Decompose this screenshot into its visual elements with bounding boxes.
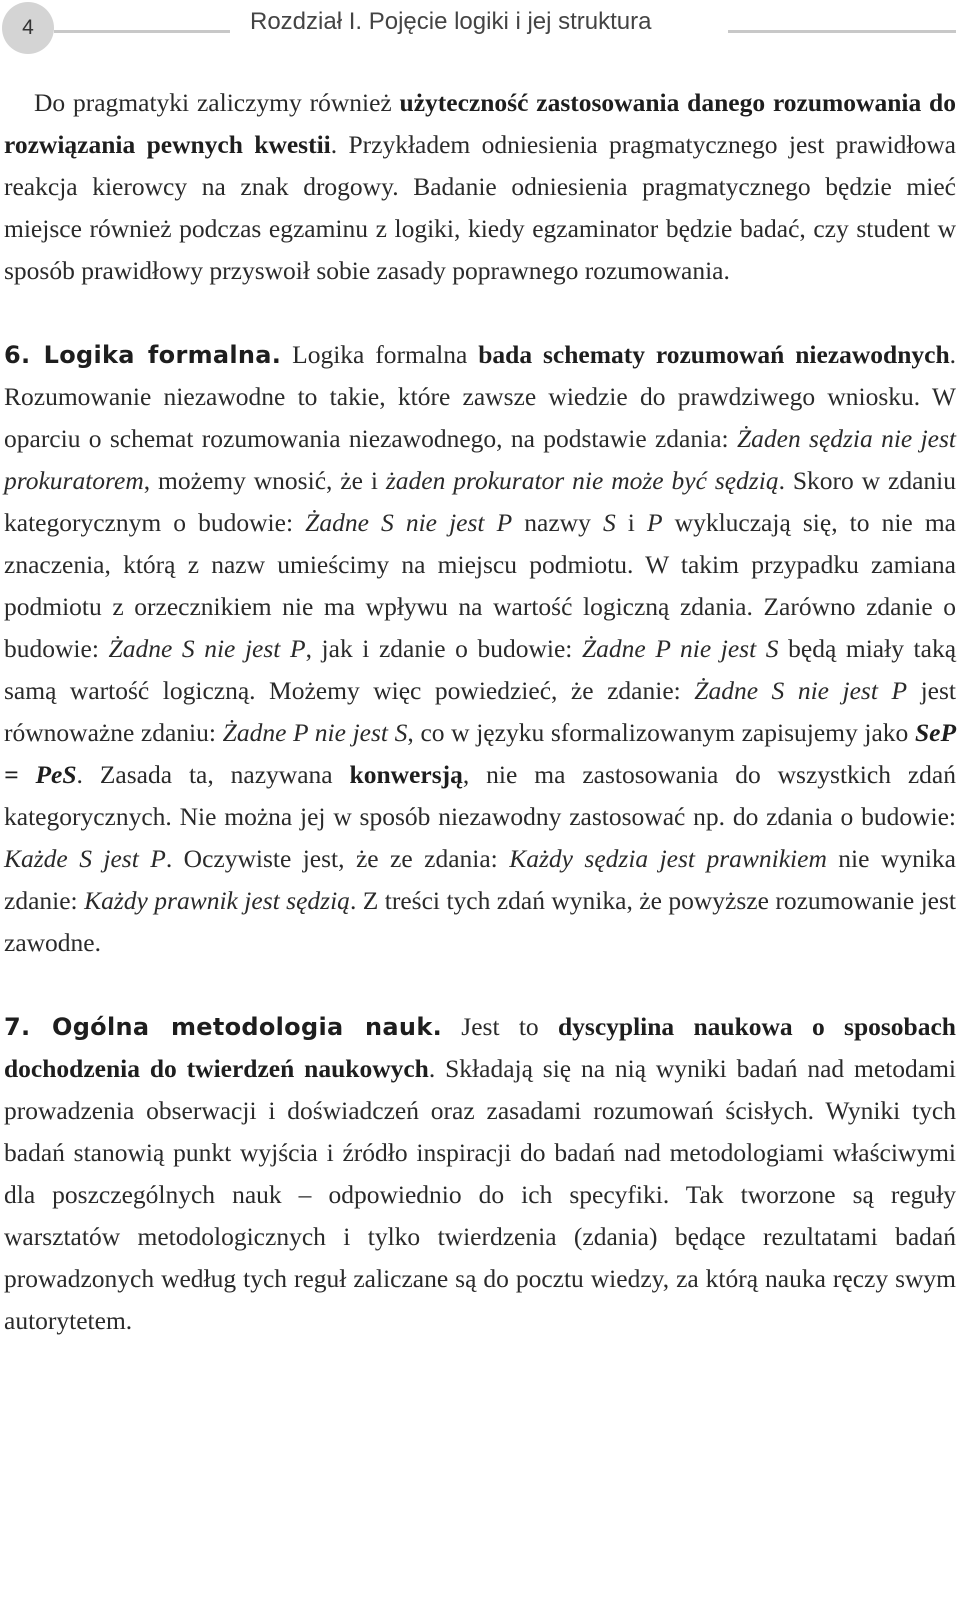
text: , możemy wnosić, że i (143, 466, 386, 495)
text: nazwy (512, 508, 603, 537)
text: . Zasada ta, nazywana (76, 760, 350, 789)
section-6-paragraph (4, 334, 956, 964)
section-7-paragraph (4, 1006, 956, 1342)
text: . Rozumowanie niezawodne to takie, które zawsze wiedzie do prawdziwego wniosku. W oparciu o schemat rozumowania niezawodnego, na podstawie zdania: (4, 340, 956, 453)
example: Żadne S nie jest P (305, 508, 513, 537)
text: nie wynika zdanie: (4, 844, 956, 915)
example: Każde S jest P (4, 844, 166, 873)
text: i (615, 508, 647, 537)
page-number: 4 (2, 2, 54, 54)
example: Żadne P nie jest S (581, 634, 779, 663)
text: Jest to (442, 1012, 558, 1041)
emphasis: bada schematy rozumowań niezawodnych (478, 340, 950, 369)
example: P (646, 508, 663, 537)
example: Żaden sędzia nie jest prokuratorem (4, 424, 956, 495)
section-7-heading: 7. Ogólna metodologia nauk. (4, 1013, 442, 1041)
example: S (602, 508, 616, 537)
text: wykluczają się, to nie ma znaczenia, którą z nazw umieścimy na miejscu podmiotu. W takim przypadku zamiana podmiotu z orzecznikiem nie ma wpływu na wartość logiczną zdania. Zarówno zdanie o budowie: (4, 508, 957, 663)
paragraph-pragmatics (4, 82, 956, 292)
chapter-title: Rozdział I. Pojęcie logiki i jej struktura (250, 8, 652, 35)
text: będą miały taką samą wartość logiczną. Możemy więc powiedzieć, że zdanie: (4, 634, 957, 705)
example: Każdy prawnik jest sędzią (84, 886, 350, 915)
example: Żadne S nie jest P (694, 676, 908, 705)
text: jest równoważne zdaniu: (4, 676, 957, 747)
header-rule-left (54, 30, 230, 33)
text: . Skoro w zdaniu kategorycznym o budowie: (4, 466, 956, 537)
header-rule-right (728, 30, 956, 33)
formula: SeP = PeS (4, 718, 957, 789)
example: Żadne S nie jest P (108, 634, 306, 663)
text: . Przykładem odniesienia pragmatycznego jest prawidłowa reakcja kierowcy na znak drogowy. Badanie odniesienia pragmatycznego będzie mieć miejsce również podczas egzaminu z logiki, kiedy egzaminator będzie badać, czy student w sposób prawidłowy przyswoił sobie zasady poprawnego rozumowania. (4, 130, 956, 285)
text: , co w języku sformalizowanym zapisujemy jako (407, 718, 915, 747)
emphasis: użyteczność zastosowania danego rozumowania do rozwiązania pewnych kwestii (4, 88, 956, 159)
emphasis: konwersją (349, 760, 463, 789)
text: Do pragmatyki zaliczymy również (34, 88, 400, 117)
example: żaden prokurator nie może być sędzią (385, 466, 779, 495)
text: Logika formalna (281, 340, 479, 369)
running-header (0, 0, 960, 70)
text: . Składają się na nią wyniki badań nad metodami prowadzenia obserwacji i doświadczeń oraz zasadami rozumowań ścisłych. Wyniki tych badań stanowią punkt wyjścia i źródło inspiracji do badań nad metodologiami właściwymi dla poszczególnych nauk – odpowiednio do ich specyfiki. Tak tworzone są reguły warsztatów metodologicznych i tylko twierdzenia (zdania) będące rezultatami badań prowadzonych według tych reguł zaliczane są do pocztu wiedzy, za którą nauka ręczy swym autorytetem. (4, 1054, 956, 1335)
text: . Z treści tych zdań wynika, że powyższe rozumowanie jest zawodne. (4, 886, 957, 957)
emphasis: dyscyplina naukowa o sposobach dochodzenia do twierdzeń naukowych (4, 1012, 956, 1083)
text: , jak i zdanie o budowie: (305, 634, 582, 663)
section-6-heading: 6. Logika formalna. (4, 341, 282, 369)
text: , nie ma zastosowania do wszystkich zdań kategorycznych. Nie można jej w sposób niezawodny zastosować np. do zdania o budowie: (4, 760, 957, 831)
page-body (4, 82, 956, 1384)
example: Każdy sędzia jest prawnikiem (509, 844, 827, 873)
example: Żadne P nie jest S (222, 718, 408, 747)
text: . Oczywiste jest, że ze zdania: (165, 844, 510, 873)
